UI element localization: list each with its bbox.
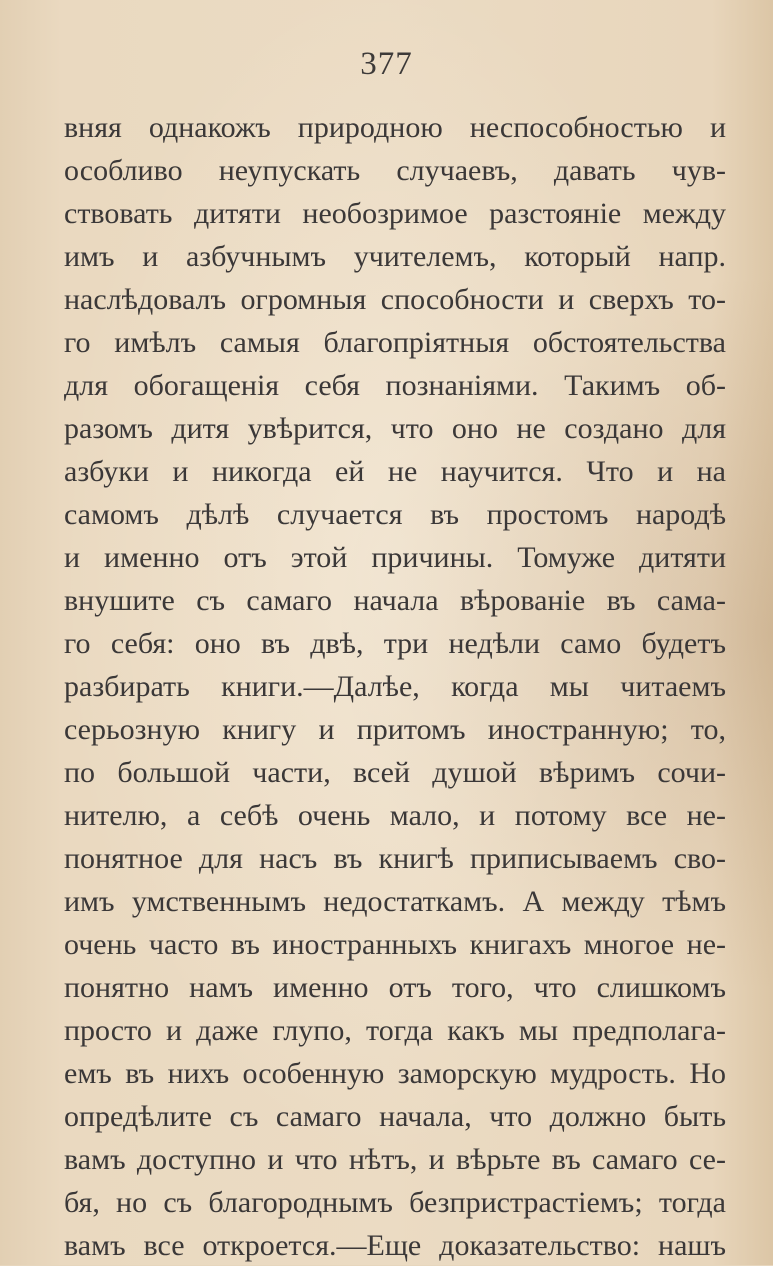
text-line: емъ въ нихъ особенную заморскую мудрость. Но [64, 1057, 726, 1090]
text-line: разомъ дитя увѣрится, что оно не создано для [64, 412, 726, 445]
text-line: наслѣдовалъ огромныя способности и сверхъ то- [64, 283, 726, 316]
text-line: очень часто въ иностранныхъ книгахъ многое не- [64, 928, 726, 961]
text-line: вамъ доступно и что нѣтъ, и вѣрьте въ самаго се- [64, 1143, 726, 1176]
text-line: разбирать книги.—Далѣе, когда мы читаемъ [64, 670, 726, 703]
text-line: серьозную книгу и притомъ иностранную; то, [64, 713, 726, 746]
text-line: и именно отъ этой причины. Томуже дитяти [64, 541, 726, 574]
text-line: особливо неупускать случаевъ, давать чув- [64, 154, 726, 187]
text-line: азбуки и никогда ей не научится. Что и на [64, 455, 726, 488]
page-number: 377 [360, 46, 413, 82]
text-line: имъ умственнымъ недостаткамъ. А между тѣмъ [64, 885, 726, 918]
text-line: вамъ все откроется.—Еще доказательство: нашъ [64, 1229, 726, 1262]
text-line: по большой части, всей душой вѣримъ сочи- [64, 756, 726, 789]
text-line: самомъ дѣлѣ случается въ простомъ народѣ [64, 498, 726, 531]
text-line: го себя: оно въ двѣ, три недѣли само будетъ [64, 627, 726, 660]
text-line: имъ и азбучнымъ учителемъ, который напр. [64, 240, 726, 273]
text-line: вняя однакожъ природною неспособностью и [64, 111, 726, 144]
text-line: внушите съ самаго начала вѣрованіе въ сама- [64, 584, 726, 617]
text-line: опредѣлите съ самаго начала, что должно быть [64, 1100, 726, 1133]
text-line: понятное для насъ въ книгѣ приписываемъ сво- [64, 842, 726, 875]
text-line: для обогащенія себя познаніями. Такимъ об- [64, 369, 726, 402]
text-line: го имѣлъ самыя благопріятныя обстоятельства [64, 326, 726, 359]
text-line: просто и даже глупо, тогда какъ мы предполага- [64, 1014, 726, 1047]
text-line: бя, но съ благороднымъ безпристрастіемъ; тогда [64, 1186, 726, 1219]
text-line: ствовать дитяти необозримое разстояніе между [64, 197, 726, 230]
text-line: нителю, а себѣ очень мало, и потому все не- [64, 799, 726, 832]
text-line: понятно намъ именно отъ того, что слишкомъ [64, 971, 726, 1004]
